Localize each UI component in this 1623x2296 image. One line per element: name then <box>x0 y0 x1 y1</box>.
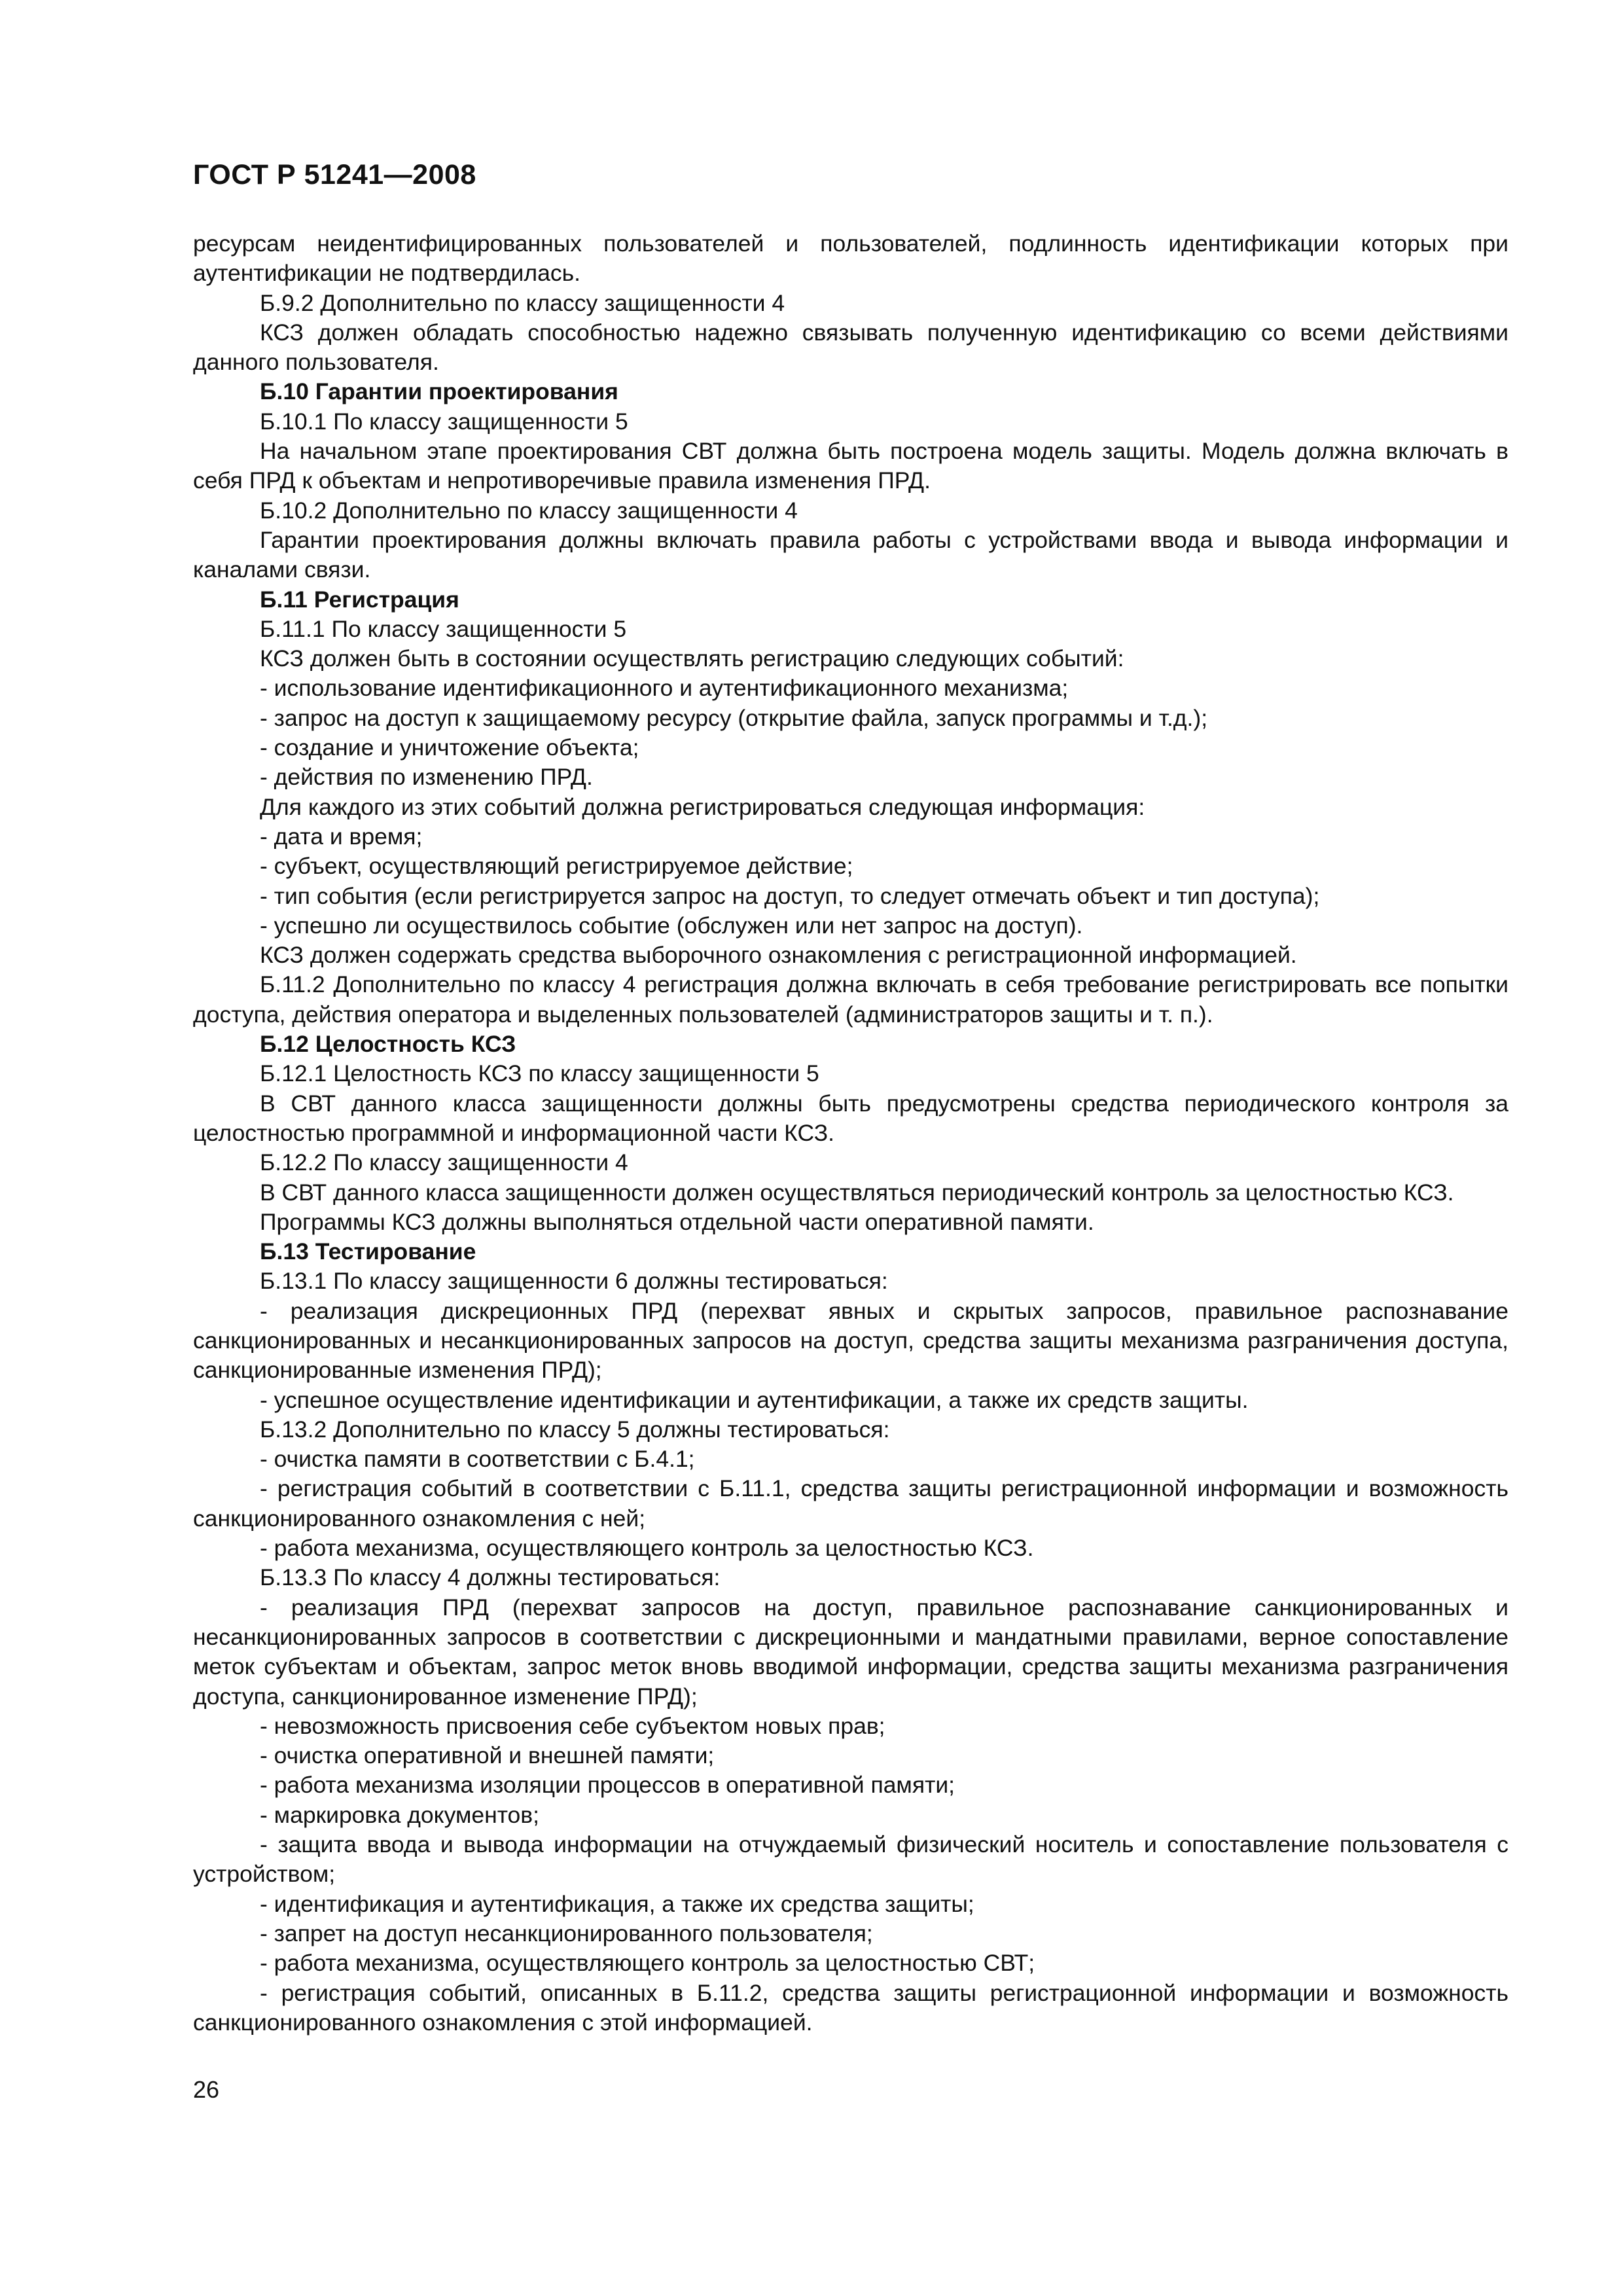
paragraph: - регистрация событий в соответствии с Б.11.1, средства защиты регистрационной информации и возможность санкционированного ознакомления с ней; <box>193 1475 1508 1532</box>
paragraph: - дата и время; <box>260 823 423 850</box>
paragraph: Б.12.2 По классу защищенности 4 <box>260 1149 628 1176</box>
paragraph: В СВТ данного класса защищенности должен осуществляться периодический контроль за целостностью КСЗ. <box>260 1179 1454 1206</box>
paragraph: Б.10.2 Дополнительно по классу защищенности 4 <box>260 497 798 524</box>
paragraph: - запрос на доступ к защищаемому ресурсу (открытие файла, запуск программы и т.д.); <box>260 704 1208 731</box>
paragraph: - работа механизма, осуществляющего контроль за целостностью КСЗ. <box>260 1535 1034 1562</box>
paragraph: - реализация дискреционных ПРД (перехват явных и скрытых запросов, правильное распознавание санкционированных и несанкционированных запросов на доступ, средства защиты механизма разграничения доступа, санкционированные изменения ПРД); <box>193 1297 1508 1384</box>
section-heading: Б.11 Регистрация <box>260 586 459 613</box>
paragraph: - очистка памяти в соответствии с Б.4.1; <box>260 1446 695 1473</box>
page-number: 26 <box>193 2076 220 2103</box>
paragraph: На начальном этапе проектирования СВТ должна быть построена модель защиты. Модель должна включать в себя ПРД к объектам и непротиворечивые правила изменения ПРД. <box>193 438 1508 494</box>
paragraph: В СВТ данного класса защищенности должны быть предусмотрены средства периодического контроля за целостностью программной и информационной части КСЗ. <box>193 1090 1508 1146</box>
paragraph: Б.11.1 По классу защищенности 5 <box>260 615 627 642</box>
paragraph: - идентификация и аутентификация, а также их средства защиты; <box>260 1890 974 1917</box>
paragraph: Б.9.2 Дополнительно по классу защищенности 4 <box>260 289 785 316</box>
section-heading: Б.10 Гарантии проектирования <box>260 378 618 405</box>
paragraph: - субъект, осуществляющий регистрируемое действие; <box>260 853 853 880</box>
paragraph: - работа механизма изоляции процессов в оперативной памяти; <box>260 1772 955 1799</box>
paragraph: - успешно ли осуществилось событие (обслужен или нет запрос на доступ). <box>260 912 1083 939</box>
paragraph: - очистка оперативной и внешней памяти; <box>260 1742 715 1769</box>
paragraph: - действия по изменению ПРД. <box>260 764 593 791</box>
paragraph: - маркировка документов; <box>260 1801 540 1828</box>
paragraph: Б.11.2 Дополнительно по классу 4 регистрация должна включать в себя требование регистрировать все попытки доступа, действия оператора и выделенных пользователей (администраторов защиты и т. п.). <box>193 971 1508 1028</box>
document-header: ГОСТ Р 51241—2008 <box>193 159 476 190</box>
paragraph: - реализация ПРД (перехват запросов на доступ, правильное распознавание санкционированных и несанкционированных запросов в соответствии с дискреционными и мандатными правилами, верное сопоставление меток субъектам и объектам, запрос меток вновь вводимой информации, средства защиты механизма разграничения доступа, санкционированное изменение ПРД); <box>193 1594 1508 1710</box>
paragraph: КСЗ должен обладать способностью надежно связывать полученную идентификацию со всеми действиями данного пользователя. <box>193 319 1508 376</box>
section-heading: Б.13 Тестирование <box>260 1238 476 1265</box>
paragraph: - регистрация событий, описанных в Б.11.2, средства защиты регистрационной информации и возможность санкционированного ознакомления с этой информацией. <box>193 1979 1508 2036</box>
paragraph: ресурсам неидентифицированных пользователей и пользователей, подлинность идентификации которых при аутентификации не подтвердилась. <box>193 230 1508 287</box>
paragraph: Программы КСЗ должны выполняться отдельной части оперативной памяти. <box>260 1208 1094 1235</box>
paragraph: Б.12.1 Целостность КСЗ по классу защищенности 5 <box>260 1060 819 1087</box>
paragraph: КСЗ должен быть в состоянии осуществлять регистрацию следующих событий: <box>260 645 1124 672</box>
document-body <box>193 229 1508 2037</box>
paragraph: - использование идентификационного и аутентификационного механизма; <box>260 675 1069 702</box>
paragraph: - невозможность присвоения себе субъектом новых прав; <box>260 1712 885 1739</box>
paragraph: Б.13.3 По классу 4 должны тестироваться: <box>260 1564 721 1591</box>
paragraph: - тип события (если регистрируется запрос на доступ, то следует отмечать объект и тип доступа); <box>260 882 1320 909</box>
paragraph: Б.13.1 По классу защищенности 6 должны тестироваться: <box>260 1268 888 1295</box>
paragraph: Б.10.1 По классу защищенности 5 <box>260 408 628 435</box>
paragraph: - работа механизма, осуществляющего контроль за целостностью СВТ; <box>260 1950 1035 1977</box>
paragraph: - успешное осуществление идентификации и аутентификации, а также их средств защиты. <box>260 1386 1249 1413</box>
paragraph: Для каждого из этих событий должна регистрироваться следующая информация: <box>260 793 1145 820</box>
paragraph: - запрет на доступ несанкционированного пользователя; <box>260 1920 873 1946</box>
paragraph: Гарантии проектирования должны включать правила работы с устройствами ввода и вывода информации и каналами связи. <box>193 526 1508 583</box>
paragraph: КСЗ должен содержать средства выборочного ознакомления с регистрационной информацией. <box>260 942 1297 969</box>
paragraph: - защита ввода и вывода информации на отчуждаемый физический носитель и сопоставление пользователя с устройством; <box>193 1831 1508 1888</box>
paragraph: Б.13.2 Дополнительно по классу 5 должны тестироваться: <box>260 1416 890 1443</box>
paragraph: - создание и уничтожение объекта; <box>260 734 639 761</box>
section-heading: Б.12 Целостность КСЗ <box>260 1031 516 1058</box>
